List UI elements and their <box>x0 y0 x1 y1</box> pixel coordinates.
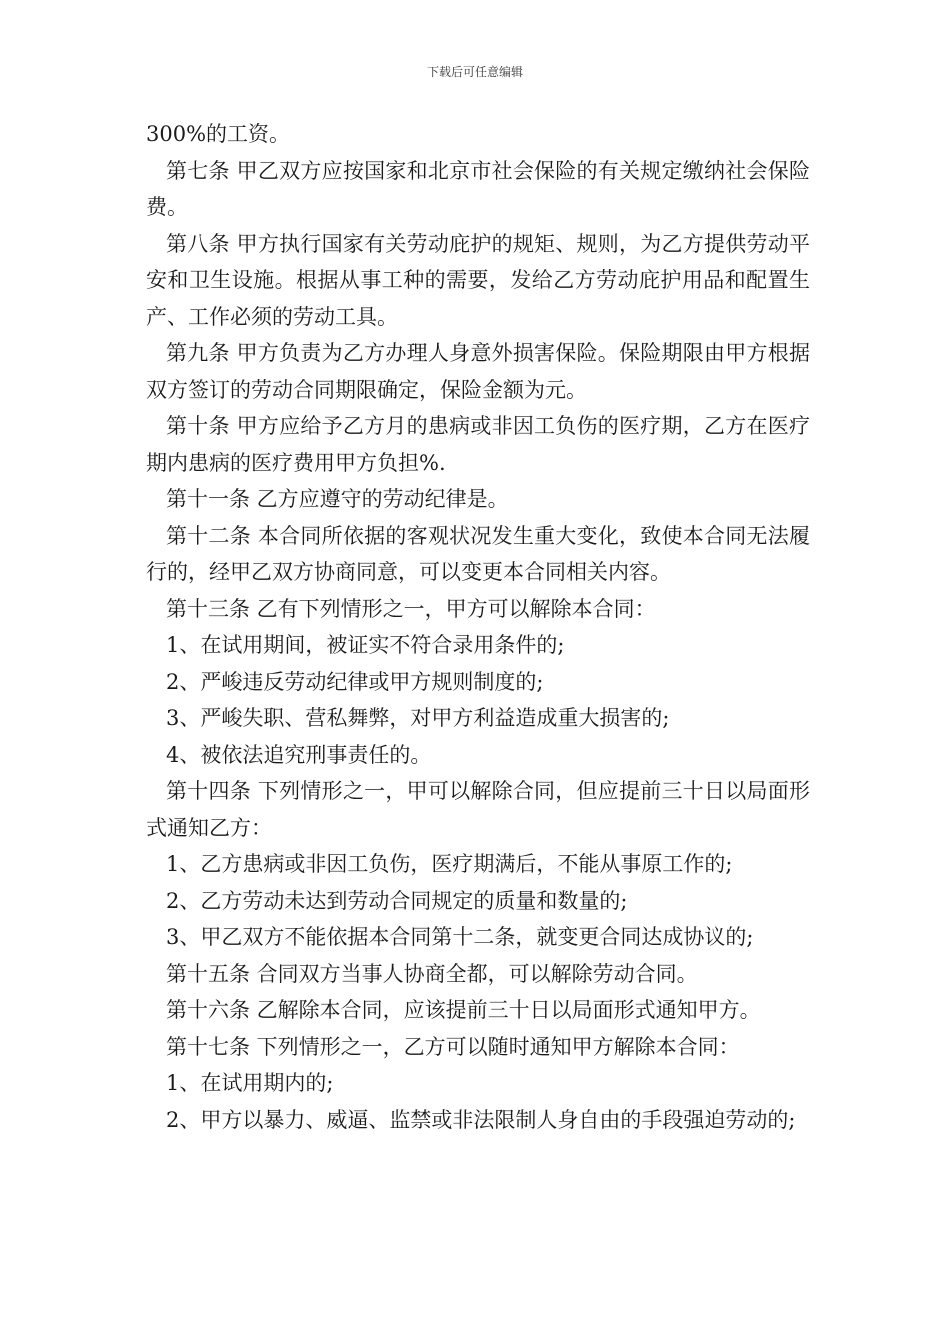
list-item: 1、在试用期内的; <box>166 1071 334 1095</box>
document-body <box>146 116 810 1138</box>
paragraph: 第九条 甲方负责为乙方办理人身意外损害保险。保险期限由甲方根据双方签订的劳动合同期限确定，保险金额为元。 <box>146 341 810 402</box>
paragraph: 第十三条 乙有下列情形之一，甲方可以解除本合同： <box>166 596 656 621</box>
list-item: 3、甲乙双方不能依据本合同第十二条，就变更合同达成协议的; <box>166 925 754 949</box>
paragraph: 第十五条 合同双方当事人协商全都，可以解除劳动合同。 <box>166 961 698 986</box>
paragraph: 第十四条 下列情形之一，甲可以解除合同，但应提前三十日以局面形式通知乙方： <box>146 779 810 840</box>
paragraph: 300%的工资。 <box>146 122 291 146</box>
list-item: 1、在试用期间，被证实不符合录用条件的; <box>166 633 565 657</box>
paragraph: 第十六条 乙解除本合同，应该提前三十日以局面形式通知甲方。 <box>166 998 761 1022</box>
paragraph: 第十七条 下列情形之一，乙方可以随时通知甲方解除本合同： <box>166 1034 740 1059</box>
paragraph: 第十二条 本合同所依据的客观状况发生重大变化，致使本合同无法履行的，经甲乙双方协商同意，可以变更本合同相关内容。 <box>146 523 810 584</box>
paragraph: 第十条 甲方应给予乙方月的患病或非因工负伤的医疗期，乙方在医疗期内患病的医疗费用甲方负担%. <box>146 414 810 475</box>
list-item: 4、被依法追究刑事责任的。 <box>166 742 432 767</box>
list-item: 3、严峻失职、营私舞弊，对甲方利益造成重大损害的; <box>166 706 670 730</box>
paragraph: 第七条 甲乙双方应按国家和北京市社会保险的有关规定缴纳社会保险费。 <box>146 158 810 219</box>
list-item: 2、严峻违反劳动纪律或甲方规则制度的; <box>166 669 544 694</box>
page-header-note: 下载后可任意编辑 <box>426 65 523 79</box>
paragraph: 第八条 甲方执行国家有关劳动庇护的规矩、规则，为乙方提供劳动平安和卫生设施。根据从事工种的需要，发给乙方劳动庇护用品和配置生产、工作必须的劳动工具。 <box>146 231 810 329</box>
paragraph: 第十一条 乙方应遵守的劳动纪律是。 <box>166 487 509 511</box>
list-item: 2、甲方以暴力、威逼、监禁或非法限制人身自由的手段强迫劳动的; <box>166 1107 796 1132</box>
list-item: 2、乙方劳动未达到劳动合同规定的质量和数量的; <box>166 888 628 913</box>
list-item: 1、乙方患病或非因工负伤，医疗期满后，不能从事原工作的; <box>166 852 733 876</box>
